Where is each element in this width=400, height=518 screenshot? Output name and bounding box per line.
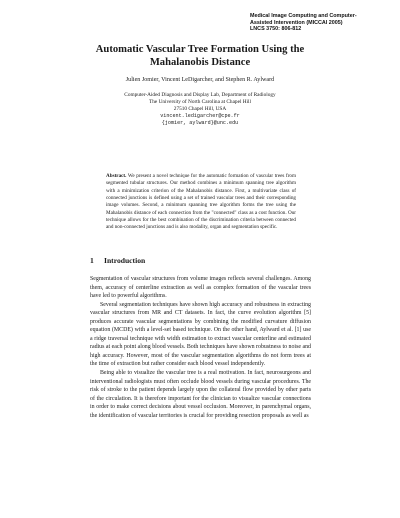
paper-title-line-2: Mahalanobis Distance [149, 57, 251, 68]
paper-title-line-1: Automatic Vascular Tree Formation Using the [95, 44, 305, 55]
section-heading [90, 256, 310, 265]
section-number: 1 [90, 256, 94, 265]
paper-title [40, 43, 360, 69]
section-title: Introduction [104, 256, 146, 265]
body-paragraph-1: Segmentation of vascular structures from volume images reflects several challenges. Among them, accuracy of centerline extraction as well as complex formation of the vascular trees have led to powerful algorithms. [90, 276, 311, 300]
publication-note-line-3: LNCS 3750: 806-812 [250, 26, 302, 33]
section-body [90, 275, 311, 420]
publication-note-line-1: Medical Image Computing and Computer- [250, 13, 357, 19]
publication-note-line-2: Assisted Intervention (MICCAI 2005) [250, 19, 343, 26]
author-affiliation [40, 92, 360, 127]
paper-authors: Julien Jomier, Vincent LeDigarcher, and Stephen R. Aylward [125, 77, 275, 83]
affiliation-line-2: The University of North Carolina at Chapel Hill [149, 98, 251, 105]
author-email-2: {jomier, aylward}@unc.edu [161, 119, 239, 126]
abstract-text: We present a novel technique for the automatic formation of vascular trees from segmented tubular structures. Our method combines a minimum spanning tree algorithm with a minimization criterion of the Mahalanobis distance. First, a multivariate class of connected junctions is defined using a set of trained vascular trees and their corresponding image volumes. Second, a minimum spanning tree algorithm forms the tree using the Mahalanobis distance of each connection from the "connected" class as a cost function. Our technique allows for the best combination of the discrimination criteria between connected and non-connected junctions and is also modality, organ and segmentation specific. [106, 173, 296, 231]
body-paragraph-2: Several segmentation techniques have shown high accuracy and robustness in extracting vascular structures from MR and CT datasets. In fact, the curve evolution algorithm [5] produces accurate vascular segmentations by combining the modified curvature diffusion equation (MCDE) with a level-set based technique. On the other hand, Aylward et al. [1] use a ridge traversal technique with width estimation to extract vascular centerline and estimated radius at each point along blood vessels. Both techniques have shown robustness to noise and high accuracy. However, most of the vascular segmentation algorithms do not form trees at the time of extraction but rather consider each blood vessel independently. [90, 301, 311, 368]
abstract [106, 173, 296, 232]
affiliation-line-3: 27510 Chapel Hill, USA [173, 105, 227, 112]
body-paragraph-3: Being able to visualize the vascular tree is a real motivation. In fact, neurosurgeons and interventional radiologists must often occlude blood vessels during vascular procedures. The risk of stroke to the patient depends largely upon the collateral flow provided by other parts of the circulation. It is therefore important for the clinician to visualize vascular connections in order to make correct decisions about vessel occlusion. Moreover, in parenchymal organs, the identification of vascular territories is crucial for providing resection proposals as well as [90, 370, 311, 419]
abstract-label: Abstract. [106, 173, 127, 179]
author-email-1: vincent.ledigarcher@cpe.fr [160, 112, 240, 119]
affiliation-line-1: Computer-Aided Diagnosis and Display Lab, Department of Radiology [124, 92, 276, 98]
publication-note [250, 13, 390, 33]
